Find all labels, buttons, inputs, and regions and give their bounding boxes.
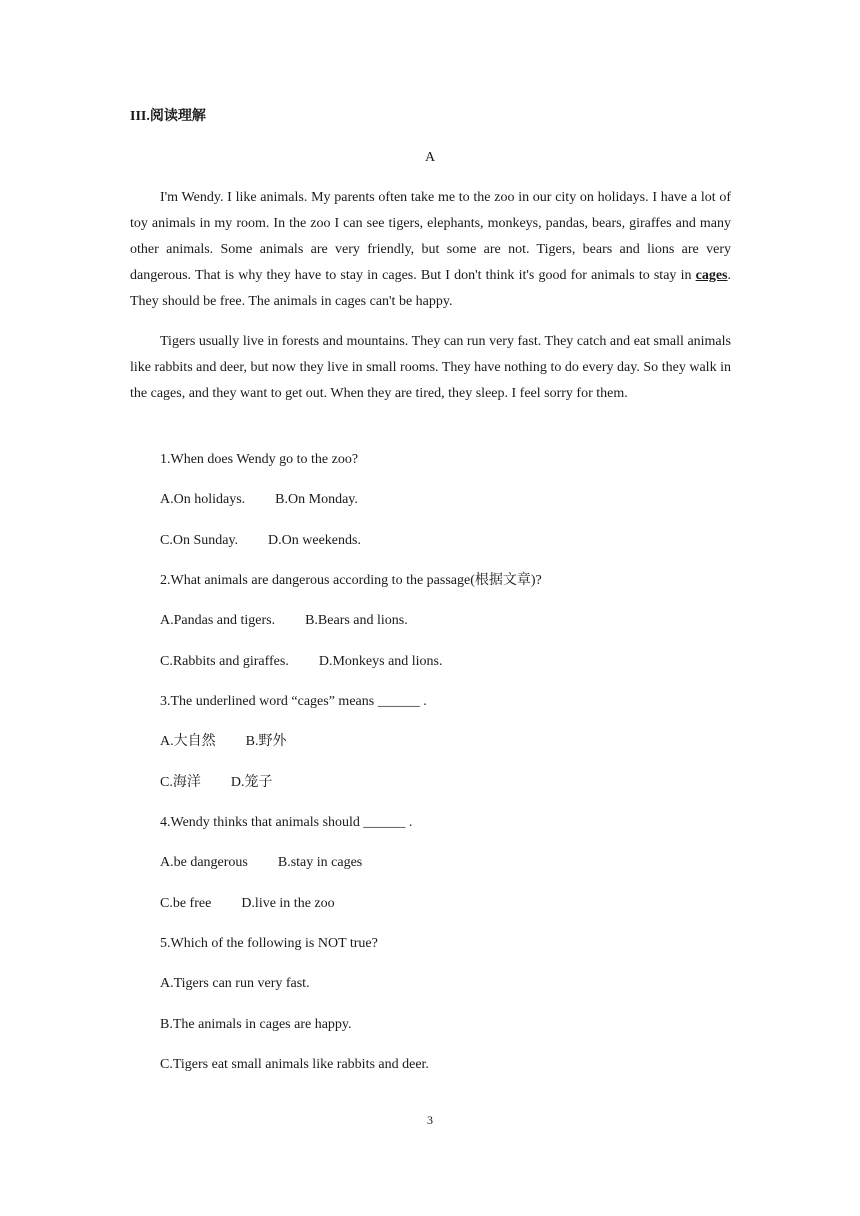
page-number: 3 <box>427 1113 433 1127</box>
question-2-option-c: C.Rabbits and giraffes. <box>160 654 289 669</box>
question-2-options-row-1 <box>160 611 408 631</box>
paragraph-1-text-before: I'm Wendy. I like animals. My parents often take me to the zoo in our city on holidays. I have a lot of toy animals in my room. In the zoo I can see tigers, elephants, monkeys, pandas, bears, giraffes and many other animals. Some animals are very friendly, but some are not. Tigers, bears and lions are very dangerous. That is why they have to stay in cages. But I don't think it's good for animals to stay in <box>130 190 731 283</box>
question-3-stem: 3.The underlined word “cages” means ______ . <box>160 694 427 709</box>
question-2-stem: 2.What animals are dangerous according to the passage(根据文章)? <box>160 573 542 588</box>
question-1-option-b: B.On Monday. <box>275 492 358 507</box>
question-5-stem: 5.Which of the following is NOT true? <box>160 936 378 951</box>
passage-paragraph-1 <box>130 185 731 315</box>
passage-label: A <box>424 150 436 165</box>
question-5-option-b: B.The animals in cages are happy. <box>160 1017 352 1032</box>
question-3-option-c: C.海洋 <box>160 775 201 790</box>
question-4-option-a: A.be dangerous <box>160 855 248 870</box>
underlined-word-cages: cages <box>695 268 728 283</box>
paragraph-1-text-after: . They should be free. The animals in cages can't be happy. <box>130 268 731 309</box>
section-heading: III.阅读理解 <box>130 109 206 124</box>
question-3-option-b: B.野外 <box>245 734 287 749</box>
question-4-options-row-2 <box>160 894 335 914</box>
question-1-options-row-1 <box>160 490 358 510</box>
question-1-option-d: D.On weekends. <box>268 533 361 548</box>
question-1-option-c: C.On Sunday. <box>160 533 239 548</box>
question-5-option-c: C.Tigers eat small animals like rabbits and deer. <box>160 1057 429 1072</box>
question-2-option-a: A.Pandas and tigers. <box>160 613 276 628</box>
question-3-option-a: A.大自然 <box>160 734 216 749</box>
question-4-option-d: D.live in the zoo <box>241 896 335 911</box>
question-2-options-row-2 <box>160 652 443 672</box>
question-4-option-b: B.stay in cages <box>277 855 363 870</box>
question-2-option-d: D.Monkeys and lions. <box>318 654 443 669</box>
question-5-option-a: A.Tigers can run very fast. <box>160 976 310 991</box>
question-4-stem: 4.Wendy thinks that animals should ______ . <box>160 815 413 830</box>
passage-paragraph-2: Tigers usually live in forests and mountains. They can run very fast. They catch and eat small animals like rabbits and deer, but now they live in small rooms. They have nothing to do every day. So they walk in the cages, and they want to get out. When they are tired, they sleep. I feel sorry for them. <box>130 334 731 401</box>
question-1-option-a: A.On holidays. <box>160 492 246 507</box>
question-3-options-row-1 <box>160 732 286 752</box>
question-4-option-c: C.be free <box>160 896 212 911</box>
question-3-option-d: D.笼子 <box>230 775 273 790</box>
question-4-options-row-1 <box>160 853 362 873</box>
question-3-options-row-2 <box>160 773 272 793</box>
question-1-options-row-2 <box>160 531 361 551</box>
question-1-stem: 1.When does Wendy go to the zoo? <box>160 452 359 467</box>
question-2-option-b: B.Bears and lions. <box>305 613 408 628</box>
